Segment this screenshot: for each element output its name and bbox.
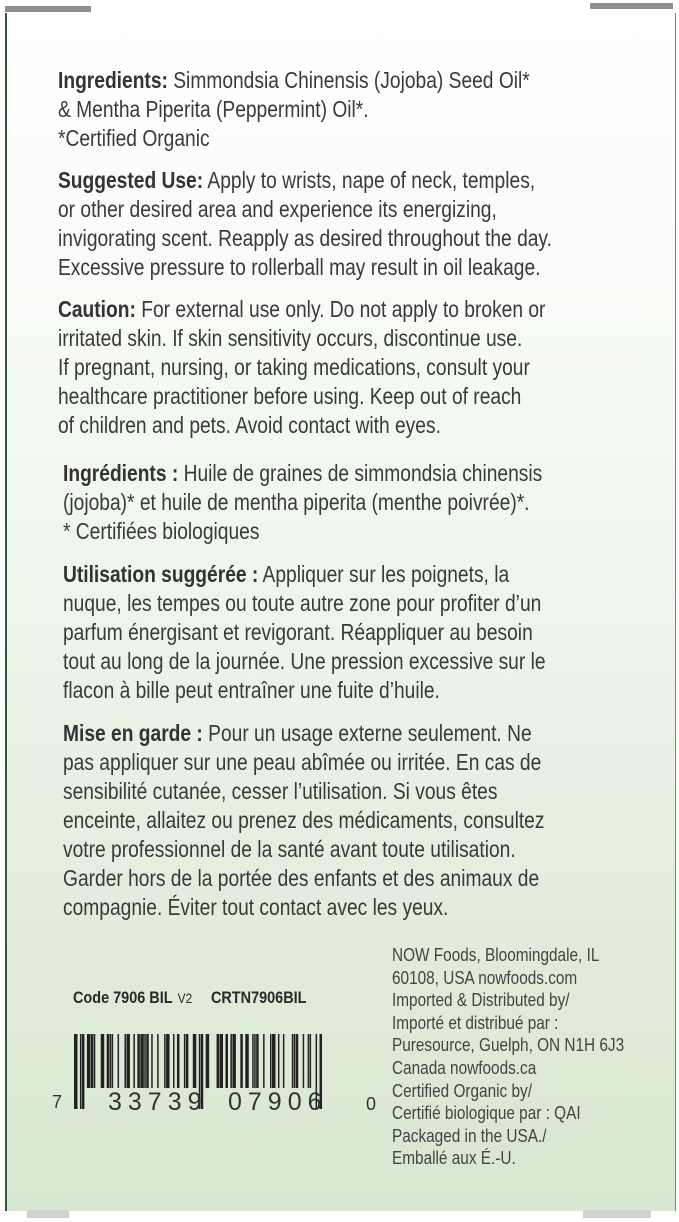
section-label: Caution:: [58, 296, 136, 322]
barcode-bar: [151, 1034, 153, 1088]
paragraph: [58, 66, 552, 153]
barcode-bar: [112, 1034, 114, 1088]
barcode-bar: [292, 1034, 294, 1088]
bottom-left-flap: [27, 1210, 69, 1218]
text-line: or other desired area and experience its energizing,: [58, 196, 497, 222]
barcode-bar: [177, 1034, 180, 1088]
imprint-line: Imported & Distributed by/: [392, 989, 570, 1011]
barcode-bar: [91, 1034, 94, 1088]
section-label: Mise en garde :: [63, 720, 203, 746]
imprint-line: Importé et distribué par :: [392, 1011, 559, 1033]
barcode-bar: [310, 1034, 312, 1088]
manufacturer-imprint: [392, 944, 624, 1170]
barcode-bar: [303, 1034, 305, 1088]
section-label: Ingrédients :: [63, 460, 179, 486]
barcode-bar: [263, 1034, 265, 1088]
text-line: * Certifiées biologiques: [63, 518, 260, 544]
text-line: & Mentha Piperita (Peppermint) Oil*.: [58, 96, 369, 122]
text-line: pas appliquer sur une peau abîmée ou irritée. En cas de: [63, 749, 542, 775]
line-text: Apply to wrists, nape of neck, temples,: [203, 167, 536, 193]
english-text: [58, 66, 552, 453]
imprint-line: Canada nowfoods.ca: [392, 1056, 537, 1078]
barcode-bar: [283, 1034, 285, 1088]
text-line: compagnie. Éviter tout contact avec les yeux.: [63, 894, 449, 920]
paragraph: [58, 295, 552, 440]
section-label: Suggested Use:: [58, 167, 204, 193]
barcode-bar: [296, 1034, 299, 1088]
barcode-bar: [87, 1034, 91, 1088]
barcode-bar: [294, 1034, 296, 1088]
barcode-bar: [107, 1034, 110, 1088]
barcode-bar: [278, 1034, 280, 1088]
text-line: [63, 719, 546, 748]
text-line: invigorating scent. Reapply as desired throughout the day.: [58, 225, 552, 251]
text-line: nuque, les tempes ou toute autre zone pour profiter d’un: [63, 590, 542, 616]
barcode-digit-last: 0: [366, 1094, 377, 1114]
text-line: Garder hors de la portée des enfants et des animaux de: [63, 865, 540, 891]
barcode-bar: [118, 1034, 120, 1088]
barcode-digits-left: 33739: [108, 1088, 208, 1114]
barcode-bar: [137, 1034, 140, 1088]
barcode-bar: [164, 1034, 166, 1088]
barcode-bar: [186, 1034, 189, 1088]
barcode-bar: [254, 1034, 256, 1088]
barcode-bar: [230, 1034, 232, 1088]
product-code: Code 7906 BIL: [73, 988, 173, 1007]
text-line: If pregnant, nursing, or taking medications, consult your: [58, 354, 530, 380]
barcode-bar: [144, 1034, 146, 1088]
text-line: parfum énergisant et revigorant. Réappliquer au besoin: [63, 619, 533, 645]
barcode-bar: [252, 1034, 254, 1088]
barcode-bar: [133, 1034, 135, 1088]
text-line: votre professionnel de la santé avant toute utilisation.: [63, 836, 516, 862]
text-line: of children and pets. Avoid contact with eyes.: [58, 412, 441, 438]
text-line: sensibilité cutanée, cesser l’utilisation. Si vous êtes: [63, 778, 498, 804]
paragraph: [63, 719, 546, 922]
barcode-bar: [101, 1034, 105, 1088]
section-label: Utilisation suggérée :: [63, 561, 259, 587]
text-line: tout au long de la journée. Une pression excessive sur le: [63, 648, 546, 674]
barcode-bar: [232, 1034, 236, 1088]
french-text: [63, 459, 546, 936]
text-line: healthcare practitioner before using. Keep out of reach: [58, 383, 522, 409]
barcode-bar: [256, 1034, 259, 1088]
barcode-bar: [126, 1034, 130, 1088]
text-line: *Certified Organic: [58, 125, 210, 151]
barcode-digit-first: 7: [52, 1092, 63, 1112]
barcode-bar: [308, 1034, 310, 1088]
imprint-line: Packaged in the USA./: [392, 1124, 547, 1146]
barcode-bar: [124, 1034, 126, 1088]
text-line: Excessive pressure to rollerball may result in oil leakage.: [58, 254, 541, 280]
imprint-line: 60108, USA nowfoods.com: [392, 966, 578, 988]
imprint-line: NOW Foods, Bloomingdale, IL: [392, 944, 600, 965]
barcode-bar: [94, 1034, 96, 1088]
barcode-bar: [110, 1034, 112, 1088]
barcode-bar: [140, 1034, 144, 1088]
barcode-bar: [220, 1034, 224, 1088]
text-line: irritated skin. If skin sensitivity occurs, discontinue use.: [58, 325, 523, 351]
paragraph: [63, 560, 546, 705]
barcode-bar: [166, 1034, 170, 1088]
imprint-line: Certifié biologique par : QAI: [392, 1102, 581, 1124]
text-line: flacon à bille peut entraîner une fuite d’huile.: [63, 677, 440, 703]
top-left-flap: [5, 6, 91, 12]
paragraph: [58, 166, 552, 282]
bottom-right-flap: [583, 1210, 651, 1218]
imprint-line: Puresource, Guelph, ON N1H 6J3: [392, 1034, 625, 1056]
version: V2: [177, 990, 193, 1006]
barcode-digits-right: 07906: [228, 1088, 328, 1114]
line-text: Huile de graines de simmondsia chinensis: [178, 460, 543, 486]
barcode-bar: [245, 1034, 249, 1088]
barcode-bar: [173, 1034, 175, 1088]
imprint-line: Certified Organic by/: [392, 1079, 532, 1101]
barcode: [50, 1034, 385, 1114]
text-line: [58, 295, 552, 324]
barcode-bar: [206, 1034, 210, 1088]
barcode-bar: [157, 1034, 159, 1088]
barcode-bar: [74, 1034, 78, 1109]
barcode-bar: [80, 1034, 82, 1109]
barcode-bar: [146, 1034, 149, 1088]
paragraph: [63, 459, 546, 546]
barcode-bar: [184, 1034, 186, 1088]
barcode-bar: [225, 1034, 228, 1088]
imprint-line: Emballé aux É.-U.: [392, 1147, 516, 1169]
section-label: Ingredients:: [58, 67, 168, 93]
text-line: [63, 560, 546, 589]
barcode-bar: [193, 1034, 197, 1088]
line-text: For external use only. Do not apply to broken or: [135, 296, 546, 322]
barcode-bar: [272, 1034, 276, 1088]
barcode-bar: [82, 1034, 85, 1109]
barcode-bar: [240, 1034, 243, 1088]
top-right-flap: [590, 3, 673, 9]
text-line: enceinte, allaitez ou prenez des médicaments, consultez: [63, 807, 545, 833]
line-text: Pour un usage externe seulement. Ne: [202, 720, 532, 746]
product-codes: [73, 988, 306, 1008]
barcode-bar: [270, 1034, 272, 1088]
text-line: [58, 66, 552, 95]
text-line: [58, 166, 552, 195]
text-line: (jojoba)* et huile de mentha piperita (menthe poivrée)*.: [63, 489, 530, 515]
carton-code: CRTN7906BIL: [210, 988, 307, 1007]
text-line: [63, 459, 546, 488]
line-text: Appliquer sur les poignets, la: [258, 561, 510, 587]
barcode-bar: [217, 1034, 220, 1088]
line-text: Simmondsia Chinensis (Jojoba) Seed Oil*: [167, 67, 530, 93]
